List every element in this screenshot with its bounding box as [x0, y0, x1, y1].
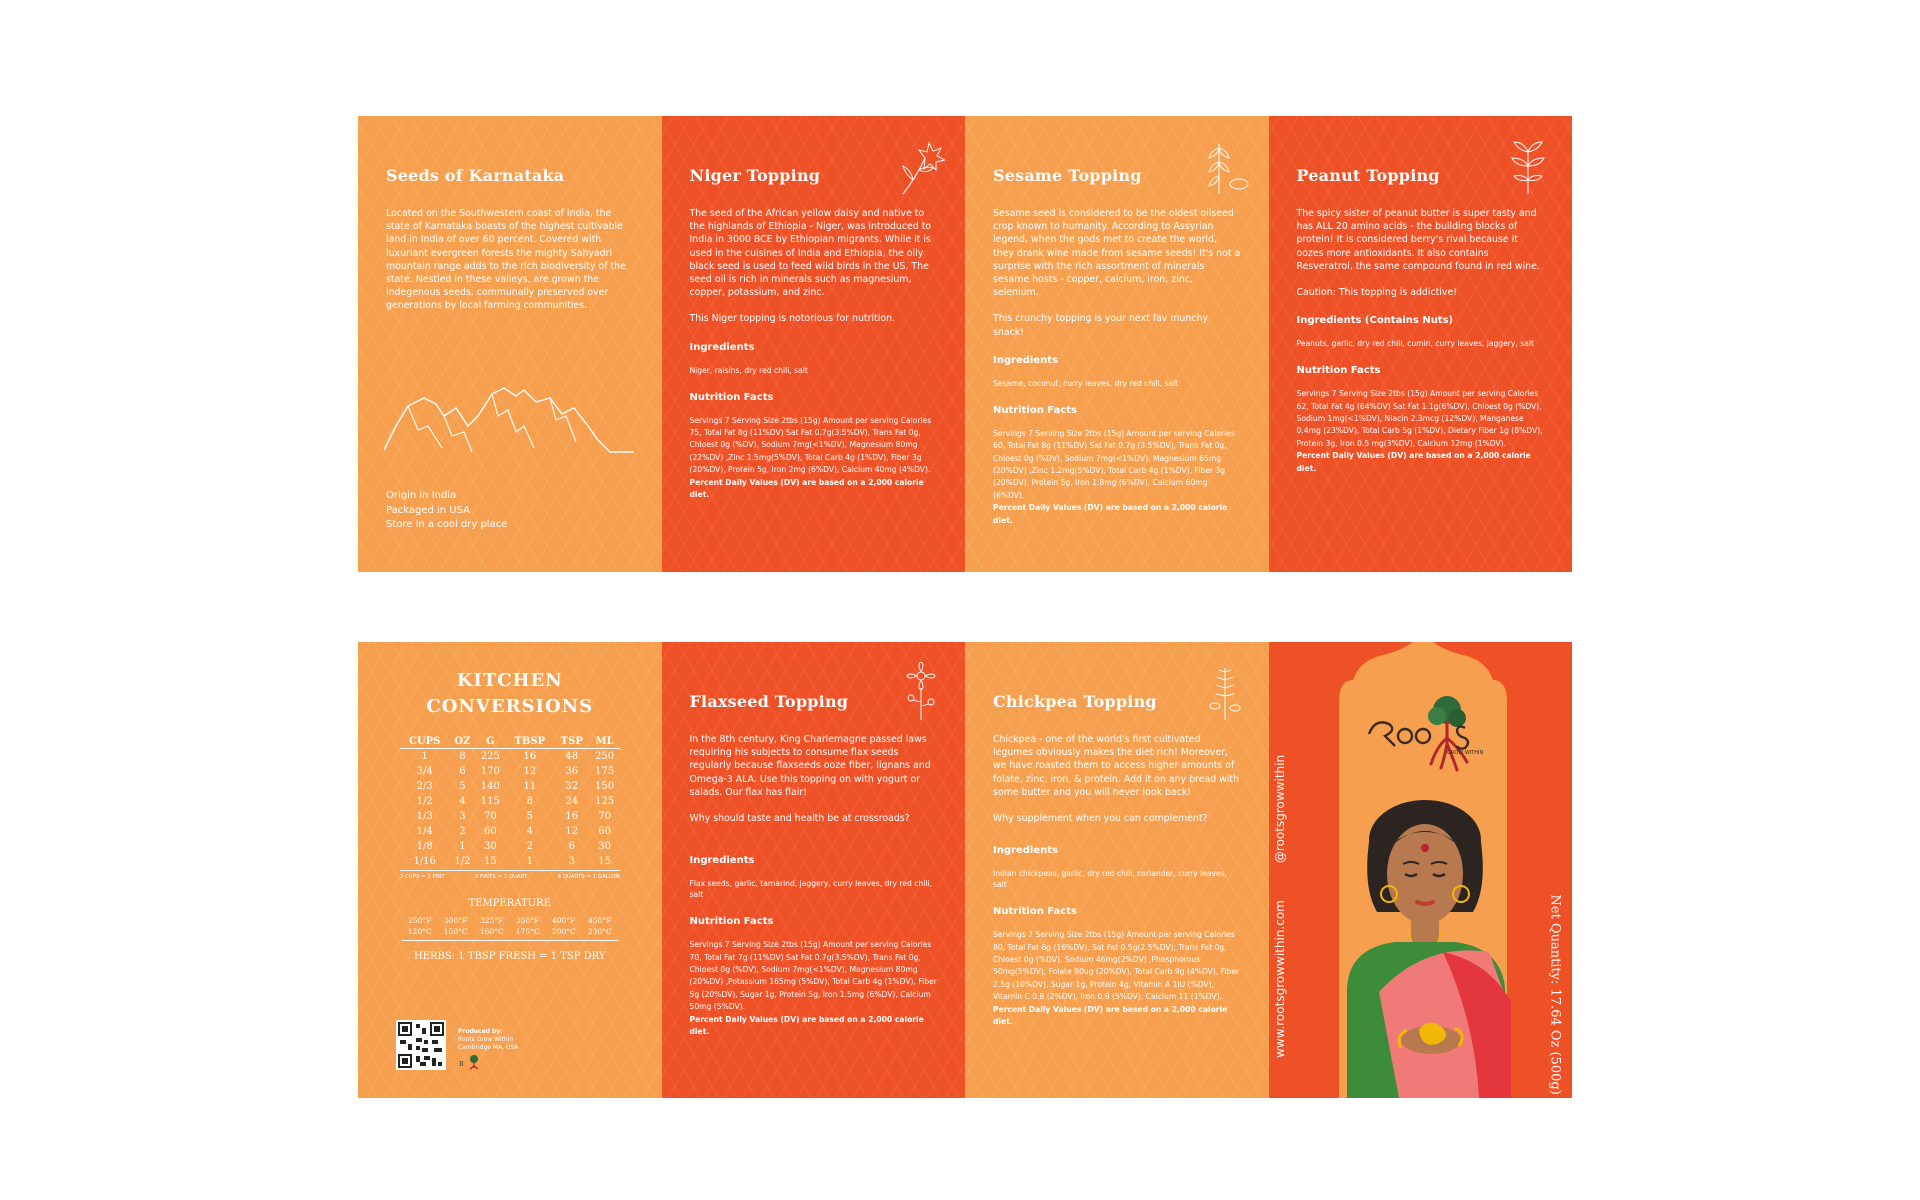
conversion-cell: 1: [421, 751, 428, 762]
nutrition-facts: [993, 929, 1241, 1028]
nutrition-facts: [690, 415, 938, 502]
column-header: TSP: [554, 736, 589, 749]
conversion-cell: 2/3: [416, 781, 433, 792]
conversion-table: [400, 736, 620, 869]
temperature-value: 230°C: [587, 927, 612, 936]
producer-line: Roots Grow Within: [458, 1036, 514, 1043]
niger-flower-icon: [899, 136, 945, 196]
conversion-cell: 8: [526, 796, 534, 807]
conversion-cell: 1/4: [416, 826, 433, 837]
chickpea-plant-icon: [1203, 662, 1249, 722]
panel-body: Located on the Southwestern coast of India, the state of Karnataka boasts of the highest cultivable land in India of over 60 percent. Covered with luxuriant evergreen forests the mighty Sahyadri mountain range adds to the rich biodiversity of the state. Nestled in these valleys, are grown the indegenous seeds, communally preserved over generations by local farming communities.: [386, 208, 626, 312]
dv-note: Percent Daily Values (DV) are based on a 2,000 calorie diet.: [993, 503, 1228, 525]
conversion-cell: 170: [480, 766, 500, 777]
temperature-title: TEMPERATURE: [468, 898, 551, 909]
conversion-cell: 1/2: [416, 796, 433, 807]
roots-mini-logo-icon: [458, 1054, 484, 1070]
panel-sesame-topping: [965, 116, 1269, 572]
nutrition-heading: Nutrition Facts: [689, 391, 774, 403]
conversion-cell: 12: [565, 826, 579, 837]
conversion-cell: 3: [568, 856, 575, 867]
conversion-cell: 1/16: [413, 856, 436, 867]
temperature-value: 325°F: [479, 916, 504, 925]
panel-body: Chickpea - one of the world's first cultivated legumes obviously makes the diet rich! Moreover, we have roasted them to access higher amounts of folate, zinc, iron, & protein. Add it on any bread with some butter and you will never look back!: [993, 734, 1240, 798]
temperature-value: 200°C: [551, 927, 576, 936]
origin-line: Packaged in USA: [386, 504, 470, 516]
conversion-cell: 225: [480, 751, 500, 762]
net-quantity: Net Quantity: 17.64 Oz (500g): [1547, 894, 1563, 1095]
panel-body: Sesame seed is considered to be the oldest oilseed crop known to humanity. According to Assyrian legend, when the gods met to create the world, they drank wine made from sesame seeds! It's not a surprise with the rich assortment of minerals sesame hosts - copper, calcium, iron, zinc, selenium.: [993, 208, 1241, 299]
conversion-cell: 3: [459, 811, 466, 822]
conversion-cell: 5: [459, 781, 466, 792]
nutrition-facts: [993, 428, 1241, 527]
ingredients-list: Sesame, coconut, curry leaves, dry red chili, salt: [993, 378, 1179, 388]
conversion-cell: 6: [568, 841, 575, 852]
woman-illustration: [1339, 792, 1513, 1098]
nutrition-facts-text: Servings 7 Serving Size 2tbs (15g) Amount per serving Calories 62, Total Fat 4g (64%DV) Sat Fat 1.1g(6%DV), Chloest 0g (%DV), Sodium 1mg(<1%DV), Niacin 2.3mcg (12%DV), Manganese 0.4mg (23%DV), Total Carb 5g (1%DV), Dietary Fiber 1g (8%DV), Protein 3g, Iron 0.5 mg(3%DV), Calcium 12mg (1%DV).: [1296, 389, 1543, 448]
produced-label: Produced by:: [458, 1028, 503, 1035]
conversion-cell: 60: [598, 826, 611, 837]
conversion-row: [400, 749, 620, 765]
conversion-cell: 4: [526, 826, 534, 837]
panel-tagline: This crunchy topping is your next fav munchy snack!: [993, 313, 1208, 338]
ingredients-heading: Ingredients: [689, 855, 755, 867]
conversion-cell: 6: [459, 766, 466, 777]
conversion-cell: 250: [595, 751, 615, 762]
conversion-cell: 1: [459, 841, 466, 852]
ingredients-list: Flax seeds, garlic, tamarind, jaggery, curry leaves, dry red chili, salt: [689, 879, 932, 900]
nutrition-facts-text: Servings 7 Serving Size 2tbs (15g) Amount per serving Calories 75, Total Fat 8g (11%DV) Sat Fat 0.7g(3.5%DV), Trans Fat 0g, Chloest 0g (%DV), Sodium 7mg(<1%DV), Magnesium 80mg (22%DV) ,Zinc 1.5mg(5%DV), Total Carb 4g (1%DV), Fiber 3g (20%DV), Protein 5g, Iron 2mg (6%DV), Calcium 40mg (4%DV).: [689, 415, 932, 475]
ingredients-heading: Ingredients: [689, 341, 755, 353]
temperature-value: 120°C: [407, 927, 432, 936]
nutrition-facts-text: Servings 7 Serving Size 2tbs (15g) Amount per serving Calories 60, Total Fat 8g (11%DV) Sat Fat 0.7g (3.5%DV), Trans Fat 0g, Chloest 0g (%DV), Sodium 7mg(<1%DV), Magnesium 65mg (20%DV) ,Zinc 1.2mg(5%DV), Total Carb 4g (1%DV), Fiber 3g (20%DV), Protein 5g, Iron 1.8mg (6%DV), Calcium 60mg (6%DV).: [993, 428, 1235, 500]
panel-front-label: [1269, 642, 1573, 1098]
conversion-cell: 3/4: [416, 766, 433, 777]
roots-logo-icon: [1361, 688, 1485, 774]
conversion-row: [400, 809, 620, 824]
conversion-cell: 16: [565, 811, 579, 822]
mountains-icon: [384, 386, 634, 456]
column-header: CUPS: [400, 736, 450, 749]
temperature-grid: [402, 915, 618, 941]
nutrition-facts: [1297, 388, 1545, 475]
panel-body: The seed of the African yellow daisy and native to the highlands of Ethiopia - Niger, was introduced to India in 3000 BCE by Ethiopian migrants. While it is used in the cuisines of India and Ethiopia, the oily black seed is used to feed wild birds in the US. The seed oil is rich in minerals such as magnesium, copper, potassium, and zinc.: [689, 208, 932, 299]
package-front-strip: [358, 642, 1572, 1098]
nutrition-facts-text: Servings 7 Serving Size 2tbs (15g) Amount per serving Calories 70, Total Fat 7g (11%DV) Sat Fat 0.7g(3.5%DV), Trans Fat 0g, Chloest 0g (%DV), Sodium 7mg(<1%DV), Magnesium 80mg (20%DV) ,Potassium 165mg (5%DV), Total Carb 4g (1%DV), Fiber 5g (20%DV), Sugar 1g, Protein 5g, Iron 1.5mg (6%DV), Calcium 50mg (5%DV).: [689, 940, 937, 1012]
ingredients-heading: Ingredients: [993, 845, 1058, 857]
temperature-value: 400°F: [551, 916, 576, 925]
conversion-cell: 2: [459, 826, 466, 837]
conversion-cell: 125: [595, 796, 615, 807]
panel-tagline: Why supplement when you can complement?: [993, 813, 1208, 825]
conversion-cell: 1/2: [454, 856, 471, 867]
conversion-cell: 1/8: [416, 841, 433, 852]
panel-title: Peanut Topping: [1296, 166, 1440, 185]
panel-seeds-of-karnataka: [358, 116, 662, 572]
panel-chickpea-topping: [965, 642, 1269, 1098]
conversion-cell: 36: [565, 766, 579, 777]
conversion-cell: 1/3: [416, 811, 433, 822]
conversion-cell: 24: [565, 796, 579, 807]
panel-body: In the 8th century, King Charlemagne passed laws requiring his subjects to consume flax seeds regularly because flaxseeds ooze fiber, lignans and Omega-3 ALA. Use this topping on with yogurt or salads. Our flax has flair!: [689, 734, 931, 798]
conversion-row: [400, 839, 620, 854]
conversion-cell: 30: [598, 841, 611, 852]
panel-kitchen-conversions: [358, 642, 662, 1098]
conversion-cell: 175: [595, 766, 615, 777]
dv-note: Percent Daily Values (DV) are based on a 2,000 calorie diet.: [689, 1014, 924, 1037]
dv-note: Percent Daily Values (DV) are based on a 2,000 calorie diet.: [689, 477, 924, 500]
ingredients-list: Niger, raisins, dry red chili, salt: [689, 365, 808, 375]
conversion-cell: 4: [459, 796, 466, 807]
panel-title: Seeds of Karnataka: [386, 166, 565, 185]
conversion-cell: 32: [565, 781, 579, 792]
column-header: G: [475, 736, 505, 749]
qr-code-icon[interactable]: [396, 1020, 446, 1070]
panel-title: Sesame Topping: [993, 166, 1142, 185]
nutrition-heading: Nutrition Facts: [1296, 365, 1381, 377]
column-header: ML: [589, 736, 619, 749]
conversion-row: [400, 854, 620, 869]
conversion-cell: 15: [598, 856, 611, 867]
panel-niger-topping: [662, 116, 966, 572]
nutrition-facts: [690, 939, 938, 1038]
conversion-cell: 140: [480, 781, 500, 792]
dv-note: Percent Daily Values (DV) are based on a 2,000 calorie diet.: [993, 1004, 1228, 1027]
kitchen-title-line: KITCHEN: [456, 670, 563, 691]
svg-text:R: R: [459, 1061, 464, 1068]
conversion-row: [400, 764, 620, 779]
social-handle[interactable]: @rootsgrowwithin: [1272, 754, 1287, 864]
conversion-row: [400, 824, 620, 839]
conversion-table-header: [400, 736, 620, 749]
panel-tagline: Caution: This topping is addictive!: [1296, 287, 1457, 299]
nutrition-heading: Nutrition Facts: [993, 906, 1077, 918]
producer-line: Cambridge MA, USA: [458, 1044, 519, 1051]
conversion-note: 2 CUPS = 1 PINT: [399, 874, 445, 880]
temperature-value: 150°C: [443, 927, 468, 936]
peanut-plant-icon: [1506, 136, 1552, 196]
conversion-cell: 15: [483, 856, 497, 867]
temperature-value: 300°F: [443, 916, 468, 925]
panel-tagline: Why should taste and health be at crossroads?: [689, 813, 910, 825]
conversion-note: 4 QUARTS = 1 GALLON: [557, 874, 620, 880]
conversion-cell: 2: [526, 841, 534, 852]
temperature-value: 350°F: [515, 916, 540, 925]
panel-body: The spicy sister of peanut butter is super tasty and has ALL 20 amino acids - the building blocks of protein! It is considered berry's rival because it oozes more antioxidants. It also contains Resveratrol, the same compound found in red wine.: [1296, 208, 1540, 272]
conversion-cell: 70: [598, 811, 611, 822]
temperature-value: 175°C: [515, 927, 540, 936]
panel-title: Niger Topping: [689, 166, 821, 185]
conversion-cell: 115: [480, 796, 500, 807]
herbs-conversion: HERBS: 1 TBSP FRESH = 1 TSP DRY: [414, 951, 606, 962]
panel-flaxseed-topping: [662, 642, 966, 1098]
ingredients-list: Peanuts, garlic, dry red chili, cumin, curry leaves, jaggery, salt: [1296, 339, 1534, 349]
website-link[interactable]: www.rootsgrowwithin.com: [1272, 900, 1287, 1058]
temperature-value: 450°F: [587, 916, 612, 925]
temperature-value: 250°F: [407, 916, 432, 925]
panel-tagline: This Niger topping is notorious for nutrition.: [689, 313, 895, 325]
origin-line: Origin in India: [386, 490, 457, 502]
conversion-cell: 48: [565, 751, 579, 762]
conversion-cell: 12: [523, 766, 537, 777]
producer-info: [458, 1028, 518, 1052]
nutrition-facts-text: Servings 7 Serving Size 2tbs (15g) Amount per serving Calories 80, Total Fat 6g (16%DV), Sat Fat 0.5g(2.5%DV), Trans Fat 0g, Chloest 0g (%DV), Sodium 46mg(2%DV) ,Phosphorous 50mg(5%DV), Folate 80ug (20%DV), Total Carb 9g (4%DV), Fiber 2.5g (10%DV), Sugar 1g, Protein 4g, Vitamin A 1IU (%DV), Vitamin C 0.8 (2%DV), Iron 0.9 (5%DV), Calcium 11 (1%DV).: [993, 930, 1240, 1002]
column-header: TBSP: [506, 736, 555, 749]
conversion-note: 2 PINTS = 1 QUART: [474, 874, 528, 880]
nutrition-heading: Nutrition Facts: [993, 404, 1077, 416]
flax-flower-icon: [899, 662, 945, 722]
conversion-row: [400, 779, 620, 794]
conversion-cell: 5: [526, 811, 534, 822]
panel-title: Chickpea Topping: [993, 692, 1157, 711]
sesame-plant-icon: [1203, 136, 1249, 196]
ingredients-heading: Ingredients: [993, 354, 1058, 366]
origin-info: [386, 489, 507, 532]
temperature-value: 160°C: [479, 927, 504, 936]
conversion-cell: 70: [483, 811, 497, 822]
conversion-cell: 1: [526, 856, 534, 867]
panel-peanut-topping: [1269, 116, 1573, 572]
conversion-row: [400, 794, 620, 809]
logo-subtitle: GROW WITHIN: [1446, 750, 1483, 756]
dv-note: Percent Daily Values (DV) are based on a 2,000 calorie diet.: [1296, 451, 1531, 473]
ingredients-list: Indian chickpeas, garlic, dry red chili, coriander, curry leaves, salt: [993, 869, 1228, 890]
origin-line: Store in a cool dry place: [386, 518, 508, 530]
package-back-strip: [358, 116, 1572, 572]
conversion-cell: 150: [595, 781, 615, 792]
conversion-table-body: [400, 749, 620, 870]
conversion-cell: 16: [523, 751, 537, 762]
conversion-cell: 30: [483, 841, 497, 852]
panel-title: Flaxseed Topping: [689, 692, 849, 711]
column-header: OZ: [450, 736, 476, 749]
conversion-footer: [400, 870, 620, 880]
kitchen-title-line: CONVERSIONS: [426, 696, 594, 717]
conversion-cell: 8: [459, 751, 466, 762]
conversion-cell: 60: [483, 826, 497, 837]
conversion-cell: 11: [523, 781, 537, 792]
kitchen-conversions-title: [386, 668, 634, 720]
nutrition-heading: Nutrition Facts: [689, 916, 774, 928]
ingredients-heading: Ingredients (Contains Nuts): [1296, 315, 1454, 327]
